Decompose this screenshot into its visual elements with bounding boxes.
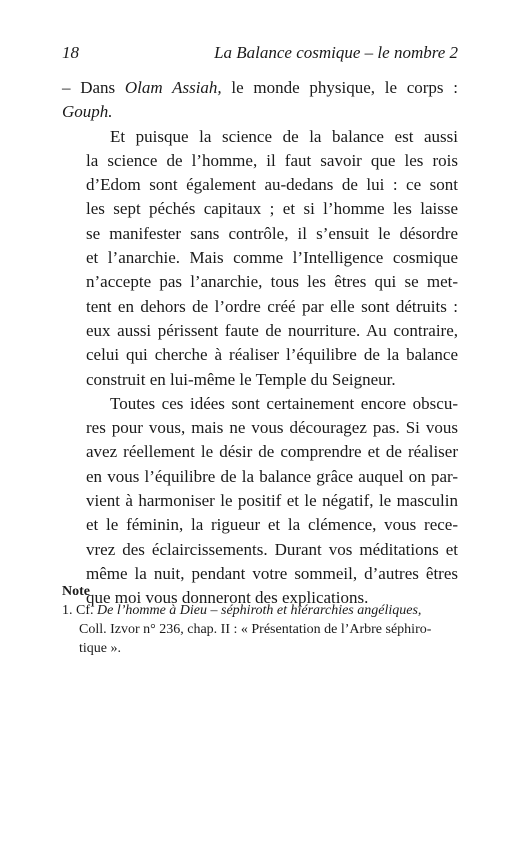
footnote-line xyxy=(62,601,458,620)
footnote-line: Coll. Izvor n° 236, chap. II : « Présentation de l’Arbre séphiro- xyxy=(79,622,432,637)
text-line: en vous l’équilibre de la balance grâce auquel on par- xyxy=(86,466,458,486)
notes-heading: Note xyxy=(62,584,90,599)
text-line: n’accepte pas l’anarchie, tous les êtres qui se met- xyxy=(86,272,458,292)
text-line: tent en dehors de l’ordre créé par elle sont détruits : xyxy=(86,296,458,316)
body-text xyxy=(62,76,458,611)
text-line: vient à harmoniser le positif et le négatif, le masculin xyxy=(86,491,458,511)
text-line: eux aussi périssent faute de nourriture. Au contraire, xyxy=(86,320,458,340)
paragraph-3 xyxy=(62,392,458,611)
text-line: se manifester sans contrôle, il s’ensuit le désordre xyxy=(86,223,458,243)
text-line: et l’anarchie. Mais comme l’Intelligence cosmique xyxy=(86,248,458,268)
text-line: vrez des éclaircissements. Durant vos méditations et xyxy=(86,539,458,559)
footnote-line: tique ». xyxy=(79,641,121,656)
text-line: les sept péchés capitaux ; et si l’homme les laisse xyxy=(86,199,458,219)
text-line: et le féminin, la rigueur et la clémence, vous rece- xyxy=(86,515,458,535)
footnote-number: 1. Cf. xyxy=(62,603,97,618)
text-line: que moi vous donneront des explications. xyxy=(86,588,369,608)
text-line xyxy=(62,76,458,100)
text-line: d’Edom sont également au-dedans de lui : ce sont xyxy=(86,175,458,195)
text-line: celui qui cherche à réaliser l’équilibre de la balance xyxy=(86,345,458,365)
text-line: la science de l’homme, il faut savoir que les rois xyxy=(86,150,458,170)
text-run: – Dans xyxy=(62,78,125,97)
text-line: res pour vous, mais ne vous découragez pas. Si vous xyxy=(86,418,458,438)
book-title: De l’homme à Dieu – séphiroth et hiérarchies angéliques, xyxy=(97,603,422,618)
footnotes xyxy=(62,582,458,658)
paragraph-1 xyxy=(62,76,458,125)
text-line: avez réellement le désir de comprendre et de réaliser xyxy=(86,442,458,462)
text-line: Et puisque la science de la balance est aussi xyxy=(110,126,458,146)
paragraph-2 xyxy=(62,125,458,392)
text-line: Gouph. xyxy=(62,102,113,122)
text-line: construit en lui-même le Temple du Seigneur. xyxy=(86,369,396,389)
text-run: le monde physique, le corps : xyxy=(221,78,458,97)
text-line: Toutes ces idées sont certainement encore obscu- xyxy=(110,393,458,413)
running-title: La Balance cosmique – le nombre 2 xyxy=(214,43,458,62)
footnote-1 xyxy=(62,601,458,658)
text-line: même la nuit, pendant votre sommeil, d’autres êtres xyxy=(86,563,458,583)
page-number: 18 xyxy=(62,43,79,62)
italic-term: Olam Assiah, xyxy=(124,78,222,97)
